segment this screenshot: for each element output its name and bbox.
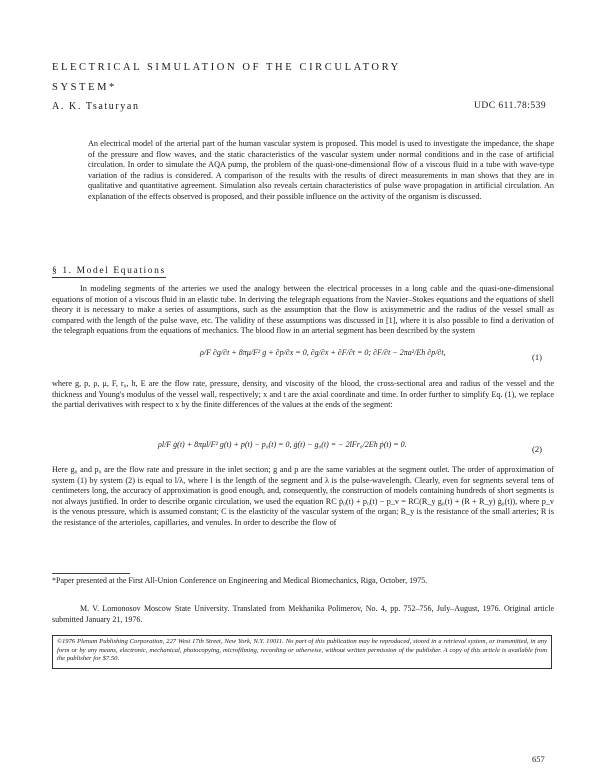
section-heading: § 1. Model Equations xyxy=(52,266,166,276)
equation-2-text: ρl/F ġ(t) + 8πμl/F² g(t) + p(t) − p₀(t) = 0, ġ(t) − g₀(t) = − 2lFr₀/2Eh ṗ(t) = 0. xyxy=(158,440,407,449)
udc-code: UDC 611.78:539 xyxy=(474,101,547,111)
abstract: An electrical model of the arterial part of the human vascular system is proposed. This model is used to investigate the impedance, the shape of the pressure and flow waves, and the static characteristics of the vascular system under normal conditions and in the case of artificial circulation. In order to simulate the AQA pump, the problem of the quasi-one-dimensional flow of a viscous fluid in a tube with wave-type variation of the radius is considered. A comparison of the results with the results of direct measurements in man shows that they are in qualitative and quantitative agreement. Simulation also reveals certain characteristics of pulse wave propagation in artificial circulation. An explanation of the effects observed is proposed, and their possible influence on the activity of the organism is discussed. xyxy=(88,139,554,201)
body-paragraph-3: Here g₀ and p₀ are the flow rate and pressure in the inlet section; g and p are the same variables at the segment outlet. The order of approximation of system (1) by system (2) is equal to l/λ, where l is the length of the segment and λ is the pulse-wavelength. Clearly, even for segments several tens of centimeters long, the accuracy of approximation is good enough, and, consequently, the construction of models containing hundreds of short segments is not always justified. In order to describe organic circulation, we used the equation RC ṗ₀(t) + p₀(t) − p_v = RC(R_y g₀(t) + (R + R_y) ġ₀(t)), where p_v is the venous pressure, which is assumed constant; C is the elasticity of the vascular system of the organ; R_y is the resistance of the small arteries; R is the resistance of the arterioles, capillaries, and venules. In order to describe the flow of xyxy=(52,465,554,527)
equation-1 xyxy=(200,348,446,357)
footnote: *Paper presented at the First All-Union Conference on Engineering and Medical Biomechanics, Riga, October, 1975. xyxy=(52,576,428,585)
title-line-2: SYSTEM* xyxy=(52,82,117,93)
equation-2-number: (2) xyxy=(532,444,542,454)
footnote-divider xyxy=(52,573,130,574)
body-paragraph-2: where g, p, ρ, μ, F, r₀, h, E are the flow rate, pressure, density, and viscosity of the blood, the cross-sectional area and radius of the vessel and the thickness and Young's modulus of the vessel wall, respectively; x and t are the axial coordinate and time. In order further to simplify Eq. (1), we replace the partial derivatives with respect to x by the finite differences of the values at the ends of the segment: xyxy=(52,379,554,410)
title-line-1: ELECTRICAL SIMULATION OF THE CIRCULATORY xyxy=(52,62,401,73)
institution-note: M. V. Lomonosov Moscow State University. Translated from Mekhanika Polimerov, No. 4, pp. 752–756, July–August, 1976. Original article submitted January 21, 1976. xyxy=(52,604,554,624)
equation-1-text: ρ/F ∂g/∂t + 8πμ/F² g + ∂p/∂x = 0, ∂g/∂x + ∂F/∂t = 0; ∂F/∂t − 2πa²/Eh ∂p/∂t, xyxy=(200,348,446,357)
copyright-box: ©1976 Plenum Publishing Corporation, 227 West 17th Street, New York, N.Y. 10011. No part of this publication may be reproduced, stored in a retrieval system, or transmitted, in any form or by any means, electronic, mechanical, photocopying, microfilming, recording or otherwise, without written permission of the publisher. A copy of this article is available from the publisher for $7.50. xyxy=(52,635,552,669)
author-name: A. K. Tsaturyan xyxy=(52,101,140,112)
equation-2 xyxy=(158,440,407,449)
paper-title xyxy=(52,58,401,98)
equation-1-number: (1) xyxy=(532,352,542,362)
body-paragraph-1: In modeling segments of the arteries we used the analogy between the electrical processes in a long cable and the quasi-one-dimensional equations of motion of a viscous fluid in an elastic tube. In deriving the telegraph equations from the Navier–Stokes equations and the equations of shell theory it is necessary to make a series of assumptions, such as the assumption that the flow is axisymmetric and the radius of the vessel small as compared with the length of the pulse wave, etc. The validity of these assumptions was discussed in [1], where it is also possible to find a derivation of the telegraph equations from the equations of mechanics. The blood flow in an arterial segment has been described by the system xyxy=(52,284,554,336)
page-number: 657 xyxy=(532,754,545,764)
